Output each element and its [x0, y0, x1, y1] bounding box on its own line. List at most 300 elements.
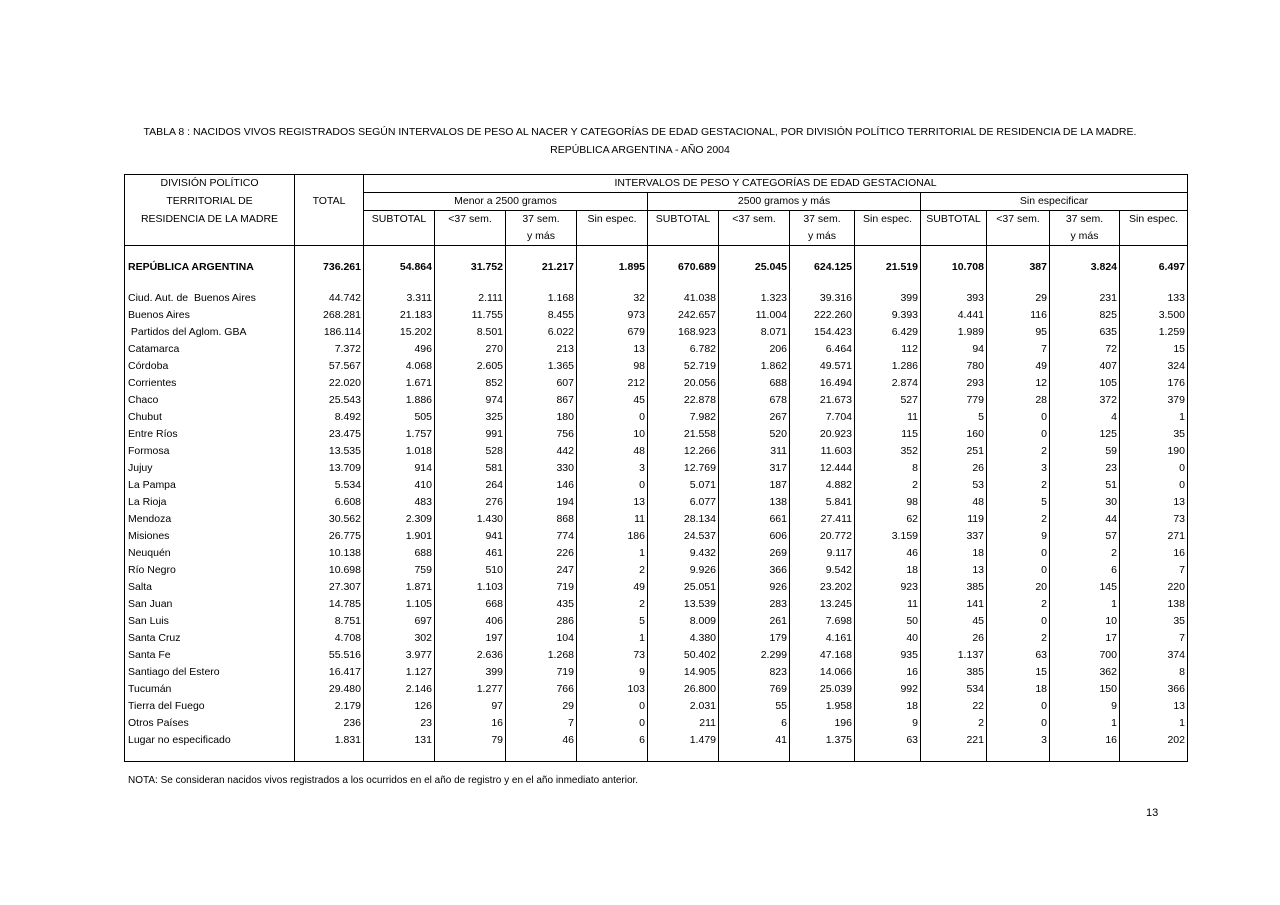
- subtotal-header: SUBTOTAL: [364, 211, 435, 229]
- value-cell: 15.202: [364, 324, 435, 341]
- value-cell: 21.558: [648, 426, 719, 443]
- value-cell: 0: [577, 715, 648, 732]
- value-cell: 14.066: [790, 664, 855, 681]
- value-cell: 624.125: [790, 256, 855, 278]
- table-row: [125, 647, 1188, 664]
- value-cell: 670.689: [648, 256, 719, 278]
- table-row: [125, 596, 1188, 613]
- value-cell: 6.429: [855, 324, 921, 341]
- value-cell: 115: [855, 426, 921, 443]
- row-label: Otros Países: [125, 715, 295, 732]
- value-cell: 29: [987, 290, 1050, 307]
- value-cell: 1.277: [435, 681, 506, 698]
- value-cell: 769: [719, 681, 790, 698]
- value-cell: 8.455: [506, 307, 577, 324]
- value-cell: 1.901: [364, 528, 435, 545]
- value-cell: 0: [987, 715, 1050, 732]
- value-cell: 160: [921, 426, 987, 443]
- value-cell: 0: [577, 698, 648, 715]
- table-subtitle: REPÚBLICA ARGENTINA - AÑO 2004: [550, 144, 730, 156]
- value-cell: 941: [435, 528, 506, 545]
- value-cell: 231: [1050, 290, 1120, 307]
- value-cell: 1.862: [719, 358, 790, 375]
- value-cell: 1.895: [577, 256, 648, 278]
- value-cell: 269: [719, 545, 790, 562]
- value-cell: 868: [506, 511, 577, 528]
- value-cell: 9.393: [855, 307, 921, 324]
- value-cell: 29: [506, 698, 577, 715]
- value-cell: 28.134: [648, 511, 719, 528]
- value-cell: 283: [719, 596, 790, 613]
- value-cell: 1: [577, 630, 648, 647]
- value-cell: 4.068: [364, 358, 435, 375]
- value-cell: 22: [921, 698, 987, 715]
- value-cell: 25.543: [295, 392, 364, 409]
- value-cell: 923: [855, 579, 921, 596]
- spacer-row: [125, 749, 1188, 762]
- value-cell: 12.444: [790, 460, 855, 477]
- value-cell: 3: [987, 460, 1050, 477]
- sinespec-header: Sin espec.: [1120, 211, 1188, 229]
- value-cell: 496: [364, 341, 435, 358]
- row-label: La Rioja: [125, 494, 295, 511]
- value-cell: 6.608: [295, 494, 364, 511]
- table-row: [125, 460, 1188, 477]
- value-cell: 25.045: [719, 256, 790, 278]
- value-cell: 24.537: [648, 528, 719, 545]
- value-cell: 3: [987, 732, 1050, 749]
- value-cell: 16.417: [295, 664, 364, 681]
- value-cell: 46: [506, 732, 577, 749]
- value-cell: 55: [719, 698, 790, 715]
- value-cell: 11.755: [435, 307, 506, 324]
- value-cell: 154.423: [790, 324, 855, 341]
- value-cell: 823: [719, 664, 790, 681]
- value-cell: 9.432: [648, 545, 719, 562]
- value-cell: 95: [987, 324, 1050, 341]
- value-cell: 8: [1120, 664, 1188, 681]
- value-cell: 23: [364, 715, 435, 732]
- value-cell: 8.501: [435, 324, 506, 341]
- row-label: Río Negro: [125, 562, 295, 579]
- value-cell: 374: [1120, 647, 1188, 664]
- total-row: [125, 256, 1188, 278]
- value-cell: 1.671: [364, 375, 435, 392]
- value-cell: 119: [921, 511, 987, 528]
- value-cell: 15: [987, 664, 1050, 681]
- value-cell: 9.542: [790, 562, 855, 579]
- value-cell: 270: [435, 341, 506, 358]
- value-cell: 14.785: [295, 596, 364, 613]
- value-cell: 2.874: [855, 375, 921, 392]
- value-cell: 125: [1050, 426, 1120, 443]
- value-cell: 51: [1050, 477, 1120, 494]
- value-cell: 974: [435, 392, 506, 409]
- value-cell: 0: [1120, 477, 1188, 494]
- value-cell: 5: [577, 613, 648, 630]
- value-cell: 6.022: [506, 324, 577, 341]
- row-label: San Luis: [125, 613, 295, 630]
- row-label: Tierra del Fuego: [125, 698, 295, 715]
- value-cell: 7: [506, 715, 577, 732]
- value-cell: 5.841: [790, 494, 855, 511]
- value-cell: 26.800: [648, 681, 719, 698]
- value-cell: 98: [577, 358, 648, 375]
- subtotal-header: SUBTOTAL: [921, 211, 987, 229]
- value-cell: 9: [855, 715, 921, 732]
- row-label: La Pampa: [125, 477, 295, 494]
- table-row: [125, 392, 1188, 409]
- table-row: [125, 613, 1188, 630]
- header-row-2: TERRITORIAL DE TOTAL Menor a 2500 gramos 2500 gramos y más Sin especificar: [125, 193, 1188, 211]
- value-cell: 14.905: [648, 664, 719, 681]
- value-cell: 759: [364, 562, 435, 579]
- value-cell: 16: [855, 664, 921, 681]
- value-cell: 6.497: [1120, 256, 1188, 278]
- value-cell: 21.673: [790, 392, 855, 409]
- row-label: Catamarca: [125, 341, 295, 358]
- value-cell: 206: [719, 341, 790, 358]
- value-cell: 40: [855, 630, 921, 647]
- value-cell: 31.752: [435, 256, 506, 278]
- value-cell: 28: [987, 392, 1050, 409]
- value-cell: 2: [987, 443, 1050, 460]
- table-row: [125, 715, 1188, 732]
- value-cell: 0: [987, 698, 1050, 715]
- value-cell: 72: [1050, 341, 1120, 358]
- value-cell: 202: [1120, 732, 1188, 749]
- value-cell: 4.441: [921, 307, 987, 324]
- value-cell: 7: [1120, 562, 1188, 579]
- value-cell: 385: [921, 579, 987, 596]
- value-cell: 5: [987, 494, 1050, 511]
- value-cell: 9: [1050, 698, 1120, 715]
- value-cell: 510: [435, 562, 506, 579]
- value-cell: 325: [435, 409, 506, 426]
- header-row-3: RESIDENCIA DE LA MADRE SUBTOTAL <37 sem. 37 sem. Sin espec. SUBTOTAL <37 sem. 37 sem. Sin espec. SUBTOTAL <37 sem. 37 sem. Sin espec.: [125, 211, 1188, 229]
- row-label: Corrientes: [125, 375, 295, 392]
- row-label: Lugar no especificado: [125, 732, 295, 749]
- value-cell: 20: [987, 579, 1050, 596]
- value-cell: 406: [435, 613, 506, 630]
- value-cell: 1.105: [364, 596, 435, 613]
- value-cell: 1.268: [506, 647, 577, 664]
- value-cell: 1.103: [435, 579, 506, 596]
- value-cell: 9: [987, 528, 1050, 545]
- row-label: Salta: [125, 579, 295, 596]
- value-cell: 13: [577, 341, 648, 358]
- value-cell: 387: [987, 256, 1050, 278]
- value-cell: 29.480: [295, 681, 364, 698]
- value-cell: 435: [506, 596, 577, 613]
- value-cell: 251: [921, 443, 987, 460]
- value-cell: 6.077: [648, 494, 719, 511]
- table-row: [125, 528, 1188, 545]
- value-cell: 21.183: [364, 307, 435, 324]
- value-cell: 271: [1120, 528, 1188, 545]
- value-cell: 3.311: [364, 290, 435, 307]
- lt37-header: <37 sem.: [435, 211, 506, 229]
- value-cell: 145: [1050, 579, 1120, 596]
- spacer-row: [125, 246, 1188, 257]
- table-title: TABLA 8 : NACIDOS VIVOS REGISTRADOS SEGÚN INTERVALOS DE PESO AL NACER Y CATEGORÍAS DE EDAD GESTACIONAL, POR DIVISIÓN POLÍTICO TERRITORIAL DE RESIDENCIA DE LA MADRE.: [143, 126, 1137, 138]
- value-cell: 146: [506, 477, 577, 494]
- value-cell: 2: [987, 630, 1050, 647]
- value-cell: 2: [1050, 545, 1120, 562]
- value-cell: 8.009: [648, 613, 719, 630]
- value-cell: 528: [435, 443, 506, 460]
- value-cell: 668: [435, 596, 506, 613]
- value-cell: 50: [855, 613, 921, 630]
- 37plus-header: 37 sem.: [1050, 211, 1120, 229]
- value-cell: 1.479: [648, 732, 719, 749]
- value-cell: 0: [987, 409, 1050, 426]
- spacer-row: [125, 278, 1188, 290]
- table-row: [125, 698, 1188, 715]
- value-cell: 973: [577, 307, 648, 324]
- header-row-4: y más y más y más: [125, 228, 1188, 246]
- total-header: TOTAL: [295, 193, 364, 211]
- table-row: [125, 375, 1188, 392]
- value-cell: 186.114: [295, 324, 364, 341]
- table-row: [125, 511, 1188, 528]
- value-cell: 16: [1120, 545, 1188, 562]
- value-cell: 46: [855, 545, 921, 562]
- value-cell: 264: [435, 477, 506, 494]
- value-cell: 103: [577, 681, 648, 698]
- value-cell: 242.657: [648, 307, 719, 324]
- intervals-header: INTERVALOS DE PESO Y CATEGORÍAS DE EDAD GESTACIONAL: [364, 175, 1188, 193]
- value-cell: 7.982: [648, 409, 719, 426]
- value-cell: 293: [921, 375, 987, 392]
- row-label: Chaco: [125, 392, 295, 409]
- value-cell: 104: [506, 630, 577, 647]
- value-cell: 11.603: [790, 443, 855, 460]
- value-cell: 825: [1050, 307, 1120, 324]
- value-cell: 1.365: [506, 358, 577, 375]
- value-cell: 2.309: [364, 511, 435, 528]
- value-cell: 4.380: [648, 630, 719, 647]
- table-row: [125, 341, 1188, 358]
- row-label: Santa Fe: [125, 647, 295, 664]
- value-cell: 10.708: [921, 256, 987, 278]
- value-cell: 35: [1120, 426, 1188, 443]
- value-cell: 4.708: [295, 630, 364, 647]
- value-cell: 98: [855, 494, 921, 511]
- value-cell: 22.878: [648, 392, 719, 409]
- value-cell: 1.168: [506, 290, 577, 307]
- value-cell: 8.492: [295, 409, 364, 426]
- table-row: [125, 630, 1188, 647]
- value-cell: 138: [719, 494, 790, 511]
- row-label: REPÚBLICA ARGENTINA: [125, 256, 295, 278]
- value-cell: 4: [1050, 409, 1120, 426]
- table-row: [125, 681, 1188, 698]
- value-cell: 63: [987, 647, 1050, 664]
- table-row: [125, 579, 1188, 596]
- row-label: Neuquén: [125, 545, 295, 562]
- value-cell: 150: [1050, 681, 1120, 698]
- value-cell: 700: [1050, 647, 1120, 664]
- row-label: Santa Cruz: [125, 630, 295, 647]
- value-cell: 3.977: [364, 647, 435, 664]
- row-label: Ciud. Aut. de Buenos Aires: [125, 290, 295, 307]
- value-cell: 688: [719, 375, 790, 392]
- value-cell: 0: [987, 545, 1050, 562]
- value-cell: 5: [921, 409, 987, 426]
- value-cell: 2.031: [648, 698, 719, 715]
- value-cell: 49.571: [790, 358, 855, 375]
- value-cell: 236: [295, 715, 364, 732]
- value-cell: 7.372: [295, 341, 364, 358]
- value-cell: 736.261: [295, 256, 364, 278]
- value-cell: 116: [987, 307, 1050, 324]
- value-cell: 1.137: [921, 647, 987, 664]
- value-cell: 54.864: [364, 256, 435, 278]
- value-cell: 1.831: [295, 732, 364, 749]
- value-cell: 16: [1050, 732, 1120, 749]
- header-row-1: [125, 175, 1188, 193]
- value-cell: 222.260: [790, 307, 855, 324]
- value-cell: 26: [921, 630, 987, 647]
- value-cell: 26.775: [295, 528, 364, 545]
- value-cell: 926: [719, 579, 790, 596]
- value-cell: 221: [921, 732, 987, 749]
- value-cell: 12: [987, 375, 1050, 392]
- value-cell: 138: [1120, 596, 1188, 613]
- value-cell: 442: [506, 443, 577, 460]
- value-cell: 180: [506, 409, 577, 426]
- value-cell: 311: [719, 443, 790, 460]
- value-cell: 302: [364, 630, 435, 647]
- value-cell: 6: [577, 732, 648, 749]
- value-cell: 17: [1050, 630, 1120, 647]
- value-cell: 94: [921, 341, 987, 358]
- value-cell: 678: [719, 392, 790, 409]
- group-unspecified-header: Sin especificar: [921, 193, 1188, 211]
- value-cell: 141: [921, 596, 987, 613]
- value-cell: 0: [577, 409, 648, 426]
- row-label: Partidos del Aglom. GBA: [125, 324, 295, 341]
- value-cell: 483: [364, 494, 435, 511]
- value-cell: 393: [921, 290, 987, 307]
- value-cell: 366: [719, 562, 790, 579]
- value-cell: 867: [506, 392, 577, 409]
- row-label: Misiones: [125, 528, 295, 545]
- row-label: San Juan: [125, 596, 295, 613]
- value-cell: 20.056: [648, 375, 719, 392]
- value-cell: 15: [1120, 341, 1188, 358]
- value-cell: 186: [577, 528, 648, 545]
- value-cell: 49: [577, 579, 648, 596]
- value-cell: 20.923: [790, 426, 855, 443]
- value-cell: 48: [577, 443, 648, 460]
- value-cell: 0: [987, 426, 1050, 443]
- value-cell: 44.742: [295, 290, 364, 307]
- value-cell: 780: [921, 358, 987, 375]
- value-cell: 1: [1050, 715, 1120, 732]
- row-label: Chubut: [125, 409, 295, 426]
- value-cell: 73: [1120, 511, 1188, 528]
- value-cell: 2: [855, 477, 921, 494]
- value-cell: 1.989: [921, 324, 987, 341]
- row-label: Santiago del Estero: [125, 664, 295, 681]
- table-row: [125, 562, 1188, 579]
- value-cell: 0: [987, 562, 1050, 579]
- value-cell: 13.709: [295, 460, 364, 477]
- table-row: [125, 664, 1188, 681]
- value-cell: 63: [855, 732, 921, 749]
- group-2500-plus-header: 2500 gramos y más: [648, 193, 921, 211]
- value-cell: 20.772: [790, 528, 855, 545]
- value-cell: 372: [1050, 392, 1120, 409]
- value-cell: 1.127: [364, 664, 435, 681]
- subtotal-header: SUBTOTAL: [648, 211, 719, 229]
- value-cell: 13: [921, 562, 987, 579]
- value-cell: 112: [855, 341, 921, 358]
- value-cell: 2.111: [435, 290, 506, 307]
- value-cell: 212: [577, 375, 648, 392]
- value-cell: 220: [1120, 579, 1188, 596]
- value-cell: 505: [364, 409, 435, 426]
- value-cell: 661: [719, 511, 790, 528]
- value-cell: 362: [1050, 664, 1120, 681]
- value-cell: 6.782: [648, 341, 719, 358]
- value-cell: 1.323: [719, 290, 790, 307]
- value-cell: 1: [1120, 409, 1188, 426]
- table-row: [125, 477, 1188, 494]
- value-cell: 1.018: [364, 443, 435, 460]
- 37plus-header: 37 sem.: [506, 211, 577, 229]
- value-cell: 21.217: [506, 256, 577, 278]
- value-cell: 0: [987, 613, 1050, 630]
- row-label: Córdoba: [125, 358, 295, 375]
- value-cell: 0: [1120, 460, 1188, 477]
- value-cell: 9.926: [648, 562, 719, 579]
- value-cell: 317: [719, 460, 790, 477]
- value-cell: 688: [364, 545, 435, 562]
- value-cell: 190: [1120, 443, 1188, 460]
- value-cell: 10.698: [295, 562, 364, 579]
- value-cell: 11: [577, 511, 648, 528]
- value-cell: 16.494: [790, 375, 855, 392]
- value-cell: 3.824: [1050, 256, 1120, 278]
- row-label: Tucumán: [125, 681, 295, 698]
- value-cell: 3.159: [855, 528, 921, 545]
- value-cell: 2: [577, 596, 648, 613]
- value-cell: 22.020: [295, 375, 364, 392]
- value-cell: 7.698: [790, 613, 855, 630]
- value-cell: 11.004: [719, 307, 790, 324]
- value-cell: 126: [364, 698, 435, 715]
- value-cell: 268.281: [295, 307, 364, 324]
- value-cell: 2: [577, 562, 648, 579]
- value-cell: 13: [1120, 494, 1188, 511]
- page-number: 13: [1146, 807, 1159, 819]
- table-row: [125, 290, 1188, 307]
- value-cell: 194: [506, 494, 577, 511]
- value-cell: 105: [1050, 375, 1120, 392]
- value-cell: 261: [719, 613, 790, 630]
- value-cell: 6: [719, 715, 790, 732]
- value-cell: 0: [577, 477, 648, 494]
- table-row: [125, 443, 1188, 460]
- value-cell: 131: [364, 732, 435, 749]
- value-cell: 276: [435, 494, 506, 511]
- value-cell: 697: [364, 613, 435, 630]
- value-cell: 41.038: [648, 290, 719, 307]
- births-table: [124, 174, 1188, 762]
